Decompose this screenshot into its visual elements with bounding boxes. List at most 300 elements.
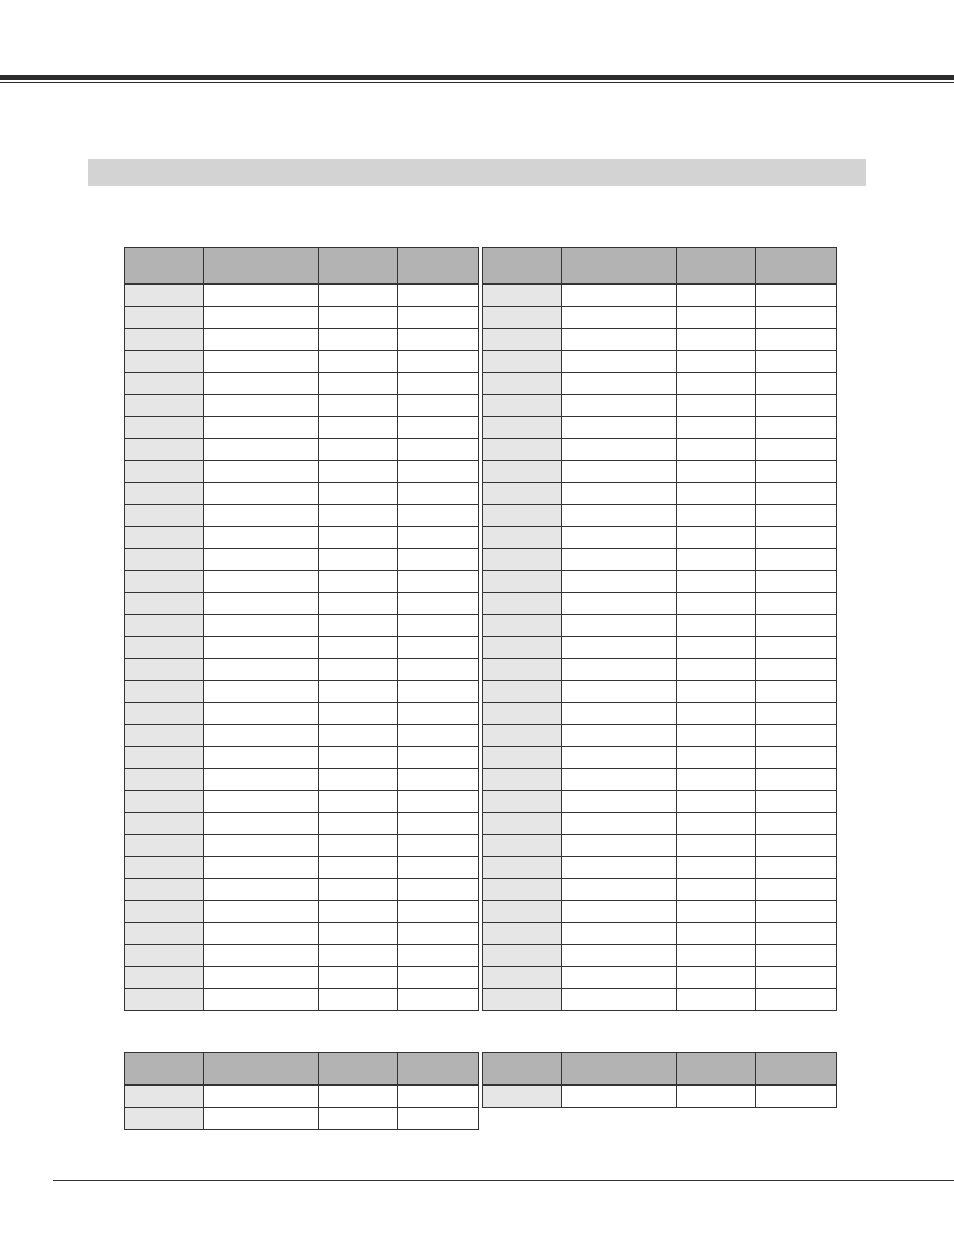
table-cell [677, 879, 756, 901]
table-row [483, 681, 837, 703]
table-row [483, 747, 837, 769]
table-cell [125, 835, 204, 857]
table-cell [204, 879, 319, 901]
table-cell [483, 747, 562, 769]
table-cell [398, 1085, 479, 1108]
table-cell [756, 307, 837, 329]
table-cell [319, 813, 398, 835]
table-cell [483, 725, 562, 747]
table-cell [398, 461, 479, 483]
table-cell [483, 373, 562, 395]
table-row [125, 329, 479, 351]
table-row [125, 549, 479, 571]
table-cell [562, 879, 677, 901]
table-cell [677, 791, 756, 813]
table-row [125, 879, 479, 901]
table-cell [756, 329, 837, 351]
table-cell [125, 395, 204, 417]
table-cell [677, 703, 756, 725]
footer-rule [53, 1180, 954, 1181]
table-cell [677, 945, 756, 967]
table-cell [483, 483, 562, 505]
table-cell [125, 791, 204, 813]
table-row [483, 923, 837, 945]
table-cell [125, 284, 204, 307]
table-cell [125, 417, 204, 439]
column-header [756, 1053, 837, 1086]
table-cell [398, 505, 479, 527]
table-cell [483, 351, 562, 373]
table-cell [125, 307, 204, 329]
table-cell [319, 923, 398, 945]
table-cell [319, 1085, 398, 1108]
table-cell [204, 329, 319, 351]
table-cell [677, 615, 756, 637]
table-cell [483, 329, 562, 351]
table-cell [677, 571, 756, 593]
table-cell [483, 703, 562, 725]
column-header [677, 248, 756, 285]
table-cell [319, 461, 398, 483]
column-header [204, 248, 319, 285]
table-cell [319, 593, 398, 615]
table-cell [398, 549, 479, 571]
table-cell [398, 571, 479, 593]
table-cell [125, 527, 204, 549]
table-row [483, 791, 837, 813]
table-cell [483, 549, 562, 571]
table-cell [398, 527, 479, 549]
table-cell [756, 835, 837, 857]
table-row [125, 417, 479, 439]
table-cell [398, 923, 479, 945]
table-cell [125, 505, 204, 527]
table-row [125, 747, 479, 769]
table-cell [756, 615, 837, 637]
table-row [483, 615, 837, 637]
table-row [483, 769, 837, 791]
table-cell [204, 1085, 319, 1108]
table-row [125, 857, 479, 879]
table-cell [677, 813, 756, 835]
table-cell [756, 725, 837, 747]
table-cell [756, 284, 837, 307]
table-row [483, 307, 837, 329]
table-cell [562, 791, 677, 813]
table-cell [204, 923, 319, 945]
table-cell [756, 857, 837, 879]
table-cell [125, 857, 204, 879]
table-cell [483, 284, 562, 307]
table-cell [319, 373, 398, 395]
table-cell [204, 681, 319, 703]
table-cell [756, 901, 837, 923]
table-cell [319, 747, 398, 769]
table-row [483, 571, 837, 593]
table-cell [756, 527, 837, 549]
table-cell [483, 461, 562, 483]
section-title-bar [88, 159, 866, 186]
table-cell [483, 1085, 562, 1108]
table-cell [562, 483, 677, 505]
table-cell [677, 923, 756, 945]
table-cell [483, 923, 562, 945]
table-cell [756, 439, 837, 461]
table-cell [125, 967, 204, 989]
table-cell [677, 637, 756, 659]
table-row [125, 681, 479, 703]
table-cell [398, 769, 479, 791]
table-cell [562, 681, 677, 703]
table-cell [562, 351, 677, 373]
table-cell [562, 945, 677, 967]
table-cell [319, 284, 398, 307]
table-cell [562, 571, 677, 593]
table-cell [483, 637, 562, 659]
table-row [125, 769, 479, 791]
table-row [483, 637, 837, 659]
table-row [483, 1085, 837, 1108]
table-cell [204, 1108, 319, 1130]
table-cell [398, 857, 479, 879]
table-cell [756, 373, 837, 395]
table-cell [398, 373, 479, 395]
table-cell [125, 637, 204, 659]
table-cell [319, 967, 398, 989]
table-cell [483, 307, 562, 329]
table-row [483, 725, 837, 747]
table-header-row [125, 248, 479, 285]
table-cell [398, 967, 479, 989]
table-cell [125, 329, 204, 351]
table-cell [204, 725, 319, 747]
table-cell [319, 571, 398, 593]
table-row [483, 857, 837, 879]
table-cell [398, 989, 479, 1011]
table-cell [677, 769, 756, 791]
table-row [483, 549, 837, 571]
table-cell [483, 417, 562, 439]
column-header [483, 248, 562, 285]
table-row [483, 461, 837, 483]
table-cell [125, 1108, 204, 1130]
table-cell [562, 659, 677, 681]
table-cell [319, 989, 398, 1011]
table-row [125, 571, 479, 593]
table-cell [562, 461, 677, 483]
table-row [483, 703, 837, 725]
table-cell [319, 681, 398, 703]
table-cell [677, 725, 756, 747]
table-cell [319, 417, 398, 439]
table-cell [204, 769, 319, 791]
table-cell [204, 307, 319, 329]
table-cell [398, 284, 479, 307]
table-cell [319, 945, 398, 967]
table-cell [562, 923, 677, 945]
table-cell [125, 439, 204, 461]
table-cell [204, 527, 319, 549]
table-bottom-right [482, 1052, 837, 1108]
table-cell [319, 659, 398, 681]
table-cell [204, 439, 319, 461]
table-cell [483, 593, 562, 615]
table-cell [398, 351, 479, 373]
table-cell [756, 549, 837, 571]
table-cell [677, 681, 756, 703]
table-cell [677, 329, 756, 351]
table-cell [562, 769, 677, 791]
table-cell [483, 945, 562, 967]
table-cell [319, 483, 398, 505]
table-cell [125, 593, 204, 615]
table-cell [319, 637, 398, 659]
table-cell [562, 527, 677, 549]
table-cell [677, 901, 756, 923]
table-cell [204, 505, 319, 527]
table-cell [125, 659, 204, 681]
table-cell [756, 967, 837, 989]
table-cell [756, 1085, 837, 1108]
table-cell [562, 725, 677, 747]
table-cell [204, 395, 319, 417]
column-header [398, 248, 479, 285]
table-cell [125, 703, 204, 725]
table-cell [756, 637, 837, 659]
table-cell [319, 351, 398, 373]
table-row [483, 835, 837, 857]
table-cell [125, 945, 204, 967]
table-row [125, 1085, 479, 1108]
table-row [125, 505, 479, 527]
table-row [125, 461, 479, 483]
table-cell [319, 901, 398, 923]
table-row [125, 923, 479, 945]
table-cell [398, 813, 479, 835]
table-row [483, 901, 837, 923]
table-cell [125, 879, 204, 901]
table-cell [319, 835, 398, 857]
table-cell [677, 989, 756, 1011]
table-cell [756, 989, 837, 1011]
table-cell [677, 395, 756, 417]
table-cell [125, 461, 204, 483]
table-header-row [483, 1053, 837, 1086]
table-cell [204, 284, 319, 307]
table-cell [204, 483, 319, 505]
table-cell [204, 967, 319, 989]
table-cell [398, 879, 479, 901]
table-cell [125, 989, 204, 1011]
table-row [125, 439, 479, 461]
column-header [756, 248, 837, 285]
table-row [125, 945, 479, 967]
table-cell [677, 307, 756, 329]
table-cell [562, 307, 677, 329]
table-row [483, 373, 837, 395]
table-cell [483, 769, 562, 791]
table-cell [756, 945, 837, 967]
column-header [677, 1053, 756, 1086]
table-cell [483, 857, 562, 879]
table-cell [125, 769, 204, 791]
table-cell [483, 439, 562, 461]
table-row [125, 307, 479, 329]
table-cell [319, 725, 398, 747]
table-cell [398, 703, 479, 725]
table-cell [756, 593, 837, 615]
table-main-left [124, 247, 479, 1011]
table-cell [204, 373, 319, 395]
table-row [125, 483, 479, 505]
table-cell [204, 351, 319, 373]
table-row [125, 725, 479, 747]
table-cell [319, 791, 398, 813]
table-row [125, 527, 479, 549]
table-cell [125, 615, 204, 637]
table-cell [756, 351, 837, 373]
table-cell [204, 593, 319, 615]
table-header-row [483, 248, 837, 285]
table-main-right [482, 247, 837, 1011]
table-row [483, 329, 837, 351]
table-cell [483, 835, 562, 857]
table-cell [756, 769, 837, 791]
table-cell [204, 835, 319, 857]
column-header [483, 1053, 562, 1086]
table-cell [562, 967, 677, 989]
table-cell [677, 527, 756, 549]
table-cell [677, 593, 756, 615]
table-cell [562, 1085, 677, 1108]
table-cell [483, 681, 562, 703]
table-cell [398, 307, 479, 329]
table-cell [125, 725, 204, 747]
table-cell [677, 351, 756, 373]
table-row [483, 351, 837, 373]
table-cell [398, 725, 479, 747]
table-cell [125, 549, 204, 571]
table-row [125, 901, 479, 923]
table-cell [756, 505, 837, 527]
table-cell [319, 329, 398, 351]
table-row [483, 945, 837, 967]
table-cell [677, 1085, 756, 1108]
table-cell [125, 747, 204, 769]
table-row [125, 1108, 479, 1130]
table-row [483, 879, 837, 901]
table-cell [319, 703, 398, 725]
table-cell [677, 373, 756, 395]
table-cell [483, 813, 562, 835]
header-rule-thick [0, 75, 954, 80]
table-cell [398, 417, 479, 439]
table-cell [562, 901, 677, 923]
column-header [562, 248, 677, 285]
table-cell [398, 483, 479, 505]
table-cell [319, 527, 398, 549]
column-header [204, 1053, 319, 1086]
table-cell [483, 879, 562, 901]
table-row [125, 395, 479, 417]
table-row [125, 593, 479, 615]
table-cell [562, 395, 677, 417]
table-cell [204, 857, 319, 879]
table-cell [125, 1085, 204, 1108]
table-cell [319, 307, 398, 329]
table-cell [562, 439, 677, 461]
table-row [483, 483, 837, 505]
table-row [483, 284, 837, 307]
table-row [125, 659, 479, 681]
table-cell [562, 989, 677, 1011]
table-cell [319, 439, 398, 461]
table-cell [398, 395, 479, 417]
table-cell [125, 571, 204, 593]
table-cell [319, 395, 398, 417]
table-cell [204, 747, 319, 769]
table-cell [204, 791, 319, 813]
table-cell [756, 747, 837, 769]
table-cell [756, 703, 837, 725]
table-cell [562, 593, 677, 615]
table-row [125, 791, 479, 813]
table-cell [562, 373, 677, 395]
header-rule-thin [0, 82, 954, 83]
table-cell [562, 857, 677, 879]
table-cell [398, 439, 479, 461]
table-cell [204, 989, 319, 1011]
table-cell [562, 417, 677, 439]
table-cell [204, 703, 319, 725]
table-cell [677, 461, 756, 483]
table-row [125, 703, 479, 725]
table-row [483, 395, 837, 417]
table-cell [483, 395, 562, 417]
table-cell [677, 505, 756, 527]
table-row [483, 505, 837, 527]
table-cell [562, 813, 677, 835]
table-cell [398, 615, 479, 637]
table-cell [562, 329, 677, 351]
table-cell [398, 747, 479, 769]
table-cell [204, 813, 319, 835]
table-cell [756, 417, 837, 439]
table-cell [319, 505, 398, 527]
table-cell [204, 615, 319, 637]
table-cell [204, 659, 319, 681]
table-cell [398, 329, 479, 351]
table-cell [756, 681, 837, 703]
table-row [125, 813, 479, 835]
table-cell [319, 615, 398, 637]
table-cell [319, 879, 398, 901]
table-row [483, 439, 837, 461]
table-cell [398, 1108, 479, 1130]
table-cell [398, 637, 479, 659]
table-row [483, 967, 837, 989]
table-row [125, 615, 479, 637]
table-cell [756, 813, 837, 835]
table-row [125, 351, 479, 373]
table-cell [398, 681, 479, 703]
table-cell [677, 659, 756, 681]
table-cell [562, 637, 677, 659]
table-cell [677, 747, 756, 769]
table-cell [677, 483, 756, 505]
table-cell [204, 417, 319, 439]
table-cell [677, 284, 756, 307]
